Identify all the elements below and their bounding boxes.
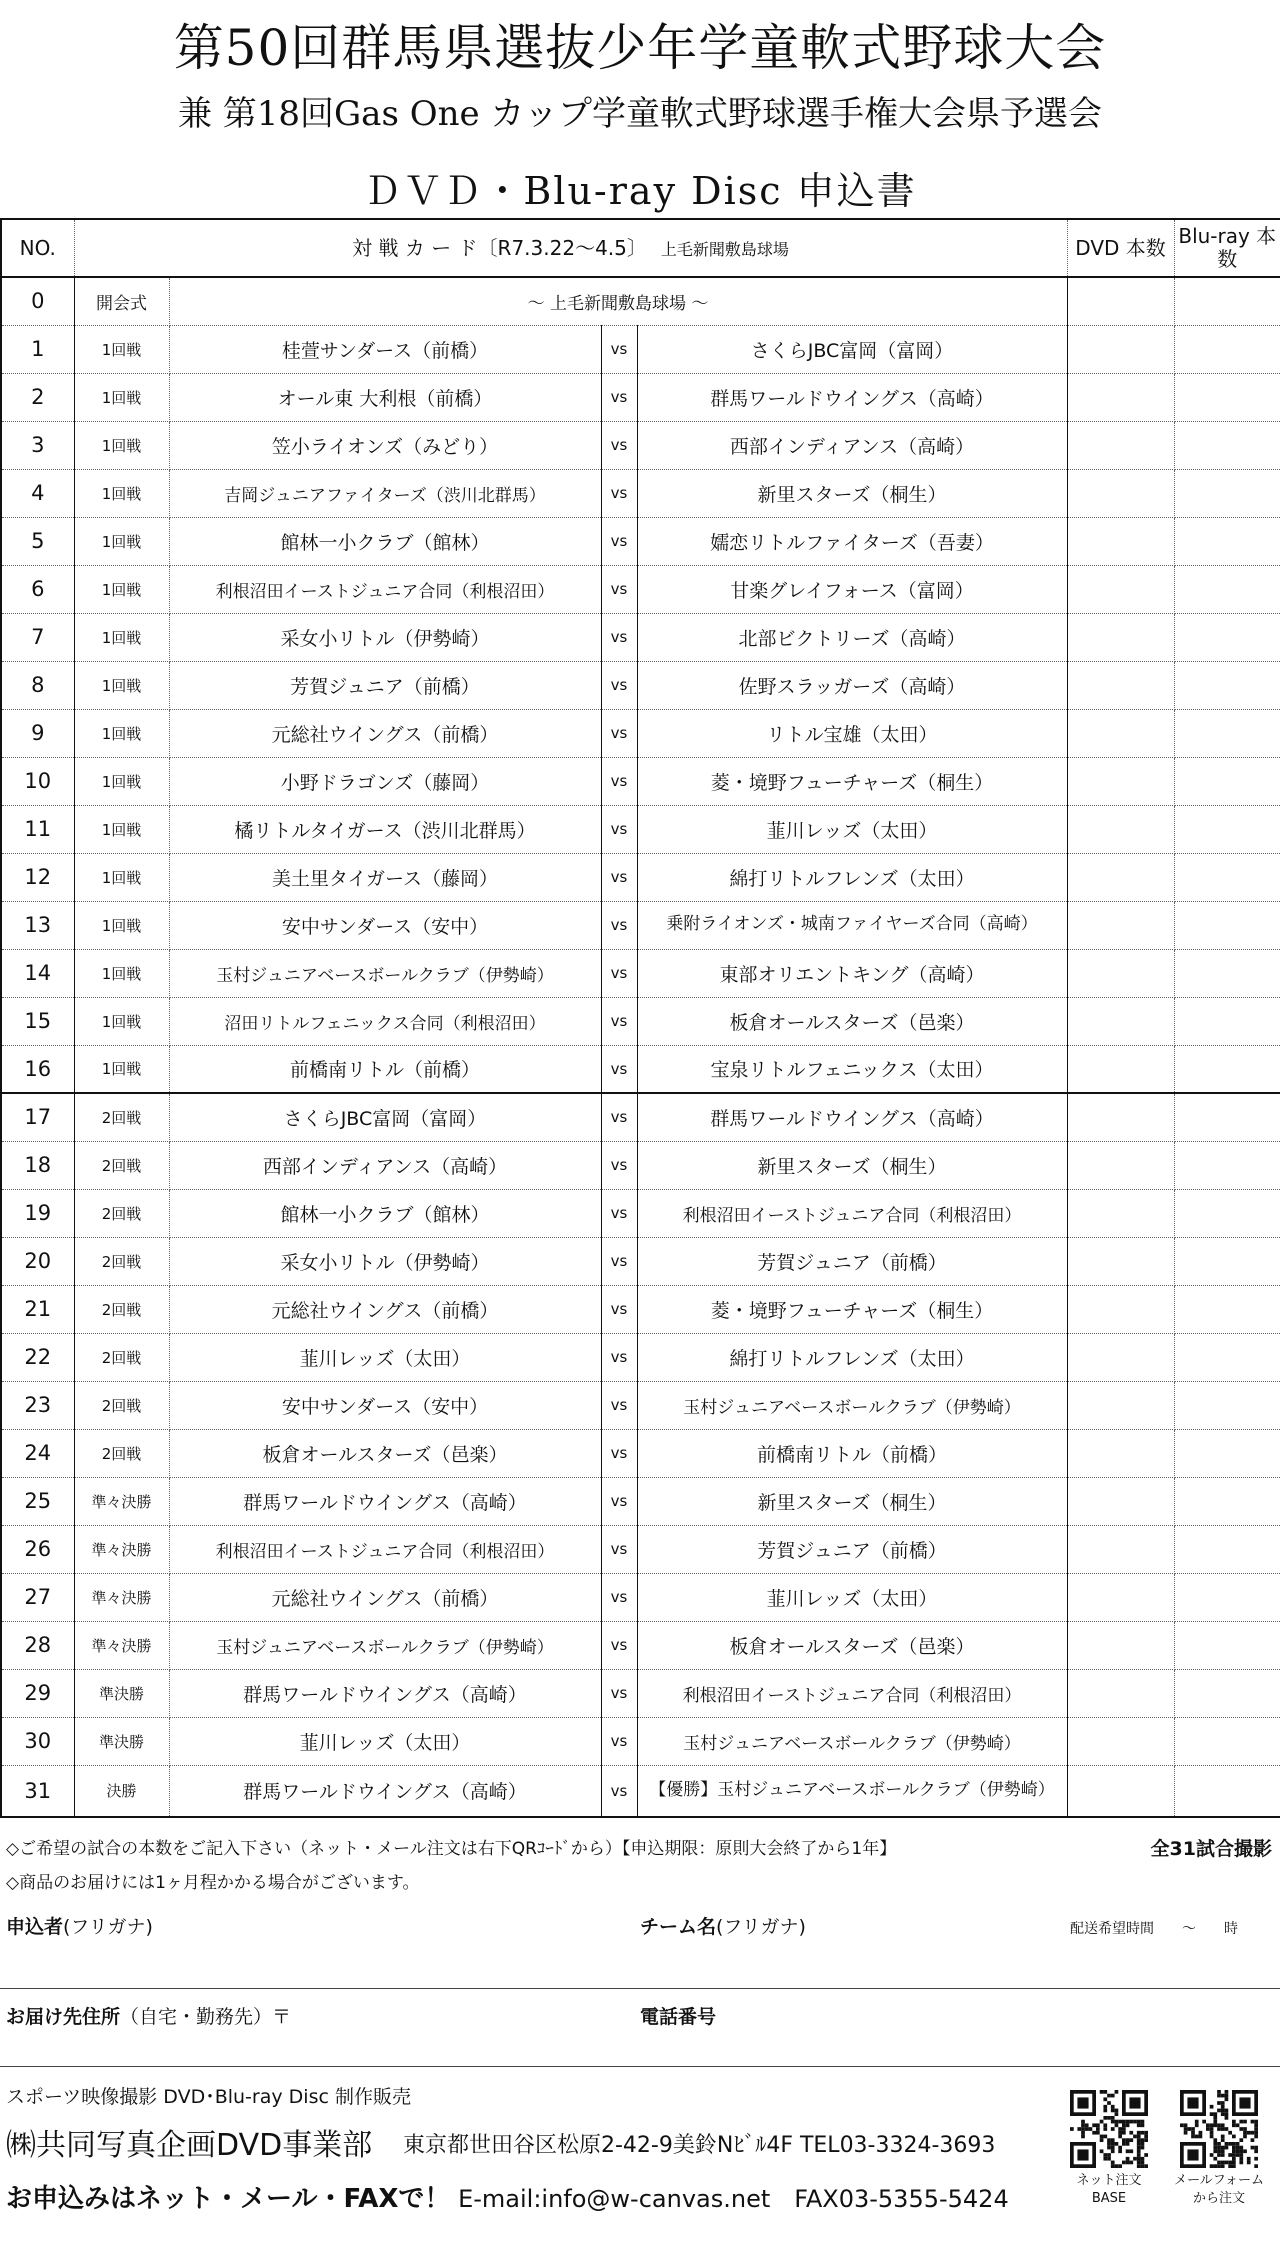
home-team: 元総社ウイングス（前橋） — [169, 709, 601, 757]
table-row — [1, 565, 1280, 613]
note-order: ◇ご希望の試合の本数をご記入下さい（ネット・メール注文は右下QRｺｰﾄﾞから）【申込期限：原則大会終了から1年】 — [6, 1839, 897, 1859]
home-team: 吉岡ジュニアファイターズ（渋川北群馬） — [169, 469, 601, 517]
bluray-qty-cell[interactable] — [1174, 1765, 1280, 1817]
row-no: 21 — [1, 1285, 74, 1333]
bluray-qty-cell[interactable] — [1174, 613, 1280, 661]
table-row — [1, 1093, 1280, 1141]
home-team: 前橋南リトル（前橋） — [169, 1045, 601, 1093]
dvd-qty-cell[interactable] — [1067, 805, 1174, 853]
bluray-qty-cell[interactable] — [1174, 757, 1280, 805]
qr-caption-base: ネット注文 BASE — [1076, 2173, 1142, 2206]
row-round: 1回戦 — [74, 853, 169, 901]
vs-label: vs — [601, 757, 637, 805]
bluray-qty-cell[interactable] — [1174, 709, 1280, 757]
table-row — [1, 1333, 1280, 1381]
dvd-qty-cell[interactable] — [1067, 1669, 1174, 1717]
away-team: 甘楽グレイフォース（富岡） — [637, 565, 1067, 613]
bluray-qty-cell[interactable] — [1174, 1573, 1280, 1621]
table-row — [1, 1717, 1280, 1765]
table-row — [1, 421, 1280, 469]
bluray-qty-cell[interactable] — [1174, 1141, 1280, 1189]
row-no: 2 — [1, 373, 74, 421]
row-no: 31 — [1, 1765, 74, 1817]
row-round: 2回戦 — [74, 1093, 169, 1141]
row-round: 開会式 — [74, 277, 169, 325]
away-team: 群馬ワールドウイングス（高崎） — [637, 373, 1067, 421]
away-team: リトル宝雄（太田） — [637, 709, 1067, 757]
vs-label: vs — [601, 1333, 637, 1381]
vs-label: vs — [601, 1237, 637, 1285]
bluray-qty-cell[interactable] — [1174, 1717, 1280, 1765]
bluray-qty-cell[interactable] — [1174, 421, 1280, 469]
away-team: 綿打リトルフレンズ（太田） — [637, 1333, 1067, 1381]
table-row — [1, 853, 1280, 901]
row-round: 2回戦 — [74, 1285, 169, 1333]
table-row — [1, 613, 1280, 661]
row-no: 20 — [1, 1237, 74, 1285]
company-tagline: スポーツ映像撮影 DVD･Blu-ray Disc 制作販売 — [6, 2086, 411, 2108]
vs-label: vs — [601, 1141, 637, 1189]
vs-label: vs — [601, 1189, 637, 1237]
table-row — [1, 1141, 1280, 1189]
row-no: 27 — [1, 1573, 74, 1621]
row-no: 16 — [1, 1045, 74, 1093]
vs-label: vs — [601, 949, 637, 997]
divider — [0, 1988, 1280, 1989]
home-team: 小野ドラゴンズ（藤岡） — [169, 757, 601, 805]
away-team: 玉村ジュニアベースボールクラブ（伊勢崎） — [637, 1381, 1067, 1429]
away-team: 玉村ジュニアベースボールクラブ（伊勢崎） — [637, 1717, 1067, 1765]
qr-code-mailform-icon[interactable] — [1180, 2090, 1258, 2168]
home-team: 韮川レッズ（太田） — [169, 1717, 601, 1765]
table-row — [1, 1189, 1280, 1237]
address-field[interactable]: お届け先住所（自宅・勤務先）〒 — [6, 2006, 292, 2028]
table-row — [1, 1381, 1280, 1429]
row-no: 8 — [1, 661, 74, 709]
away-team: 芳賀ジュニア（前橋） — [637, 1525, 1067, 1573]
page-title: 第50回群馬県選抜少年学童軟式野球大会 — [173, 19, 1107, 77]
away-team: 綿打リトルフレンズ（太田） — [637, 853, 1067, 901]
vs-label: vs — [601, 997, 637, 1045]
table-row — [1, 757, 1280, 805]
row-round: 2回戦 — [74, 1237, 169, 1285]
away-team: 北部ビクトリーズ（高崎） — [637, 613, 1067, 661]
home-team: 館林一小クラブ（館林） — [169, 1189, 601, 1237]
away-team: 新里スターズ（桐生） — [637, 1477, 1067, 1525]
row-round: 準決勝 — [74, 1669, 169, 1717]
row-no: 26 — [1, 1525, 74, 1573]
home-team: さくらJBC富岡（富岡） — [169, 1093, 601, 1141]
dvd-qty-cell[interactable] — [1067, 949, 1174, 997]
header-dvd: DVD 本数 — [1067, 219, 1174, 277]
away-team: 新里スターズ（桐生） — [637, 1141, 1067, 1189]
bluray-qty-cell[interactable] — [1174, 949, 1280, 997]
dvd-qty-cell[interactable] — [1067, 1093, 1174, 1141]
row-round: 1回戦 — [74, 517, 169, 565]
order-table — [0, 218, 1280, 1818]
vs-label: vs — [601, 661, 637, 709]
bluray-qty-cell[interactable] — [1174, 1669, 1280, 1717]
dvd-qty-cell[interactable] — [1067, 757, 1174, 805]
bluray-qty-cell[interactable] — [1174, 1285, 1280, 1333]
table-row — [1, 661, 1280, 709]
dvd-qty-cell[interactable] — [1067, 1333, 1174, 1381]
vs-label: vs — [601, 1621, 637, 1669]
row-round: 1回戦 — [74, 661, 169, 709]
home-team: 群馬ワールドウイングス（高崎） — [169, 1765, 601, 1817]
dvd-qty-cell[interactable] — [1067, 1765, 1174, 1817]
away-team: 西部インディアンス（高崎） — [637, 421, 1067, 469]
row-round: 準々決勝 — [74, 1621, 169, 1669]
dvd-qty-cell[interactable] — [1067, 1525, 1174, 1573]
row-no: 30 — [1, 1717, 74, 1765]
dvd-qty-cell[interactable] — [1067, 517, 1174, 565]
company-name: ㈱共同写真企画DVD事業部 — [6, 2128, 373, 2163]
home-team: 玉村ジュニアベースボールクラブ（伊勢崎） — [169, 1621, 601, 1669]
home-team: 元総社ウイングス（前橋） — [169, 1285, 601, 1333]
vs-label: vs — [601, 853, 637, 901]
vs-label: vs — [601, 1669, 637, 1717]
row-round: 1回戦 — [74, 421, 169, 469]
row-no: 15 — [1, 997, 74, 1045]
row-no: 6 — [1, 565, 74, 613]
dvd-qty-cell[interactable] — [1067, 1477, 1174, 1525]
home-team: 元総社ウイングス（前橋） — [169, 1573, 601, 1621]
table-row — [1, 709, 1280, 757]
row-no: 17 — [1, 1093, 74, 1141]
table-row — [1, 1765, 1280, 1817]
row-no: 9 — [1, 709, 74, 757]
row-no: 24 — [1, 1429, 74, 1477]
table-row — [1, 1285, 1280, 1333]
row-round: 1回戦 — [74, 997, 169, 1045]
row-round: 準々決勝 — [74, 1525, 169, 1573]
dvd-qty-cell[interactable] — [1067, 1141, 1174, 1189]
home-team: 笠小ライオンズ（みどり） — [169, 421, 601, 469]
row-no: 12 — [1, 853, 74, 901]
bluray-qty-cell[interactable] — [1174, 1381, 1280, 1429]
row-round: 2回戦 — [74, 1429, 169, 1477]
order-methods: お申込みはネット・メール・FAXで！ E-mail:info@w-canvas.net FAX03-5355-5424 — [6, 2184, 1009, 2214]
row-round: 準々決勝 — [74, 1573, 169, 1621]
dvd-qty-cell[interactable] — [1067, 1717, 1174, 1765]
bluray-qty-cell[interactable] — [1174, 1477, 1280, 1525]
bluray-qty-cell[interactable] — [1174, 565, 1280, 613]
vs-label: vs — [601, 1477, 637, 1525]
away-team: 嬬恋リトルファイターズ（吾妻） — [637, 517, 1067, 565]
home-team: オール東 大利根（前橋） — [169, 373, 601, 421]
row-no: 25 — [1, 1477, 74, 1525]
table-row — [1, 1669, 1280, 1717]
row-round: 1回戦 — [74, 1045, 169, 1093]
dvd-qty-cell[interactable] — [1067, 277, 1174, 325]
row-round: 1回戦 — [74, 901, 169, 949]
home-team: 板倉オールスターズ（邑楽） — [169, 1429, 601, 1477]
home-team: 安中サンダース（安中） — [169, 901, 601, 949]
row-no: 13 — [1, 901, 74, 949]
bluray-qty-cell[interactable] — [1174, 805, 1280, 853]
note-delivery: ◇商品のお届けには1ヶ月程かかる場合がございます。 — [6, 1873, 420, 1893]
row-no: 10 — [1, 757, 74, 805]
dvd-qty-cell[interactable] — [1067, 1045, 1174, 1093]
table-row — [1, 1429, 1280, 1477]
away-team: 前橋南リトル（前橋） — [637, 1429, 1067, 1477]
bluray-qty-cell[interactable] — [1174, 1621, 1280, 1669]
table-header-row — [1, 219, 1280, 277]
applicant-field[interactable]: 申込者(フリガナ) — [6, 1916, 153, 1938]
away-team: 宝泉リトルフェニックス（太田） — [637, 1045, 1067, 1093]
bluray-qty-cell[interactable] — [1174, 1237, 1280, 1285]
table-row — [1, 1621, 1280, 1669]
home-team: 芳賀ジュニア（前橋） — [169, 661, 601, 709]
vs-label: vs — [601, 421, 637, 469]
table-row — [1, 1525, 1280, 1573]
home-team: 橘リトルタイガース（渋川北群馬） — [169, 805, 601, 853]
vs-label: vs — [601, 1525, 637, 1573]
home-team: 美土里タイガース（藤岡） — [169, 853, 601, 901]
row-no: 11 — [1, 805, 74, 853]
away-team: 群馬ワールドウイングス（高崎） — [637, 1093, 1067, 1141]
dvd-qty-cell[interactable] — [1067, 1285, 1174, 1333]
away-team: 利根沼田イーストジュニア合同（利根沼田） — [637, 1189, 1067, 1237]
header-card-label: 対 戦 カ ー ド〔R7.3.22〜4.5〕 — [352, 235, 647, 260]
vs-label: vs — [601, 709, 637, 757]
table-row — [1, 1573, 1280, 1621]
away-team: 韮川レッズ（太田） — [637, 805, 1067, 853]
row-round: 2回戦 — [74, 1381, 169, 1429]
bluray-qty-cell[interactable] — [1174, 1525, 1280, 1573]
vs-label: vs — [601, 325, 637, 373]
team-name-field[interactable]: チーム名(フリガナ) — [640, 1916, 806, 1938]
dvd-qty-cell[interactable] — [1067, 997, 1174, 1045]
row-round: 1回戦 — [74, 325, 169, 373]
home-team: 安中サンダース（安中） — [169, 1381, 601, 1429]
vs-label: vs — [601, 1045, 637, 1093]
qr-code-base-icon[interactable] — [1070, 2090, 1148, 2168]
away-team: 芳賀ジュニア（前橋） — [637, 1237, 1067, 1285]
vs-label: vs — [601, 805, 637, 853]
home-team: 桂萱サンダース（前橋） — [169, 325, 601, 373]
bluray-qty-cell[interactable] — [1174, 325, 1280, 373]
dvd-qty-cell[interactable] — [1067, 1429, 1174, 1477]
dvd-qty-cell[interactable] — [1067, 1573, 1174, 1621]
table-row — [1, 949, 1280, 997]
page-subtitle: 兼 第18回Gas One カップ学童軟式野球選手権大会県予選会 — [177, 94, 1103, 134]
vs-label: vs — [601, 1573, 637, 1621]
row-round: 1回戦 — [74, 709, 169, 757]
row-no: 7 — [1, 613, 74, 661]
row-no: 3 — [1, 421, 74, 469]
row-round: 1回戦 — [74, 757, 169, 805]
dvd-qty-cell[interactable] — [1067, 613, 1174, 661]
away-team: 佐野スラッガーズ（高崎） — [637, 661, 1067, 709]
dvd-qty-cell[interactable] — [1067, 325, 1174, 373]
dvd-qty-cell[interactable] — [1067, 901, 1174, 949]
row-no: 23 — [1, 1381, 74, 1429]
table-row — [1, 325, 1280, 373]
table-row — [1, 373, 1280, 421]
row-round: 2回戦 — [74, 1333, 169, 1381]
vs-label: vs — [601, 901, 637, 949]
dvd-qty-cell[interactable] — [1067, 373, 1174, 421]
row-round: 準々決勝 — [74, 1477, 169, 1525]
dvd-qty-cell[interactable] — [1067, 421, 1174, 469]
away-team: 東部オリエントキング（高崎） — [637, 949, 1067, 997]
home-team: 采女小リトル（伊勢崎） — [169, 613, 601, 661]
vs-label: vs — [601, 1285, 637, 1333]
away-team: 乗附ライオンズ・城南ファイヤーズ合同（高崎） — [637, 901, 1067, 949]
bluray-qty-cell[interactable] — [1174, 997, 1280, 1045]
row-no: 4 — [1, 469, 74, 517]
table-row — [1, 469, 1280, 517]
away-team: 菱・境野フューチャーズ（桐生） — [637, 1285, 1067, 1333]
row-round: 1回戦 — [74, 373, 169, 421]
row-round: 1回戦 — [74, 469, 169, 517]
home-team: 館林一小クラブ（館林） — [169, 517, 601, 565]
row-no: 29 — [1, 1669, 74, 1717]
bluray-qty-cell[interactable] — [1174, 277, 1280, 325]
row-no: 5 — [1, 517, 74, 565]
away-team: 【優勝】玉村ジュニアベースボールクラブ（伊勢崎） — [637, 1765, 1067, 1817]
dvd-qty-cell[interactable] — [1067, 853, 1174, 901]
row-round: 2回戦 — [74, 1189, 169, 1237]
dvd-qty-cell[interactable] — [1067, 661, 1174, 709]
away-team: 菱・境野フューチャーズ（桐生） — [637, 757, 1067, 805]
table-row — [1, 997, 1280, 1045]
row-no: 22 — [1, 1333, 74, 1381]
row-round: 決勝 — [74, 1765, 169, 1817]
table-row — [1, 901, 1280, 949]
form-title: ＤＶＤ・Blu-ray Disc 申込書 — [363, 169, 917, 213]
vs-label: vs — [601, 517, 637, 565]
vs-label: vs — [601, 1093, 637, 1141]
away-team: さくらJBC富岡（富岡） — [637, 325, 1067, 373]
delivery-time-field[interactable]: 配送希望時間 ～ 時 — [1070, 1921, 1238, 1937]
bluray-qty-cell[interactable] — [1174, 373, 1280, 421]
home-team: 玉村ジュニアベースボールクラブ（伊勢崎） — [169, 949, 601, 997]
vs-label: vs — [601, 565, 637, 613]
header-match-card — [74, 219, 1067, 277]
row-round: 1回戦 — [74, 565, 169, 613]
bluray-qty-cell[interactable] — [1174, 1045, 1280, 1093]
row-no: 1 — [1, 325, 74, 373]
away-team: 新里スターズ（桐生） — [637, 469, 1067, 517]
home-team: 群馬ワールドウイングス（高崎） — [169, 1477, 601, 1525]
vs-label: vs — [601, 1765, 637, 1817]
header-venue: 上毛新聞敷島球場 — [660, 239, 789, 259]
vs-label: vs — [601, 1717, 637, 1765]
table-row — [1, 1045, 1280, 1093]
bluray-qty-cell[interactable] — [1174, 853, 1280, 901]
table-row — [1, 517, 1280, 565]
row-no: 18 — [1, 1141, 74, 1189]
vs-label: vs — [601, 469, 637, 517]
row-no: 19 — [1, 1189, 74, 1237]
table-row — [1, 805, 1280, 853]
header-no: NO. — [1, 219, 74, 277]
row-no: 14 — [1, 949, 74, 997]
away-team: 板倉オールスターズ（邑楽） — [637, 997, 1067, 1045]
vs-label: vs — [601, 1381, 637, 1429]
divider — [0, 2066, 1280, 2067]
home-team: 韮川レッズ（太田） — [169, 1333, 601, 1381]
row-round: 1回戦 — [74, 805, 169, 853]
away-team: 利根沼田イーストジュニア合同（利根沼田） — [637, 1669, 1067, 1717]
bluray-qty-cell[interactable] — [1174, 517, 1280, 565]
bluray-qty-cell[interactable] — [1174, 1333, 1280, 1381]
table-row — [1, 1477, 1280, 1525]
bluray-qty-cell[interactable] — [1174, 1429, 1280, 1477]
vs-label: vs — [601, 1429, 637, 1477]
bluray-qty-cell[interactable] — [1174, 469, 1280, 517]
total-games: 全31試合撮影 — [1150, 1838, 1272, 1860]
row-no: 0 — [1, 277, 74, 325]
home-team: 西部インディアンス（高崎） — [169, 1141, 601, 1189]
dvd-qty-cell[interactable] — [1067, 1189, 1174, 1237]
row-round: 1回戦 — [74, 613, 169, 661]
header-bluray: Blu-ray 本数 — [1174, 219, 1280, 277]
table-row — [1, 1237, 1280, 1285]
row-round: 準決勝 — [74, 1717, 169, 1765]
bluray-qty-cell[interactable] — [1174, 1093, 1280, 1141]
dvd-qty-cell[interactable] — [1067, 469, 1174, 517]
row-round: 2回戦 — [74, 1141, 169, 1189]
row-venue: 〜 上毛新聞敷島球場 〜 — [169, 277, 1067, 325]
bluray-qty-cell[interactable] — [1174, 1189, 1280, 1237]
dvd-qty-cell[interactable] — [1067, 1621, 1174, 1669]
home-team: 采女小リトル（伊勢崎） — [169, 1237, 601, 1285]
home-team: 利根沼田イーストジュニア合同（利根沼田） — [169, 565, 601, 613]
vs-label: vs — [601, 373, 637, 421]
row-no: 28 — [1, 1621, 74, 1669]
bluray-qty-cell[interactable] — [1174, 661, 1280, 709]
table-row-opening — [1, 277, 1280, 325]
qr-caption-mailform: メールフォーム から注文 — [1173, 2173, 1265, 2206]
home-team: 沼田リトルフェニックス合同（利根沼田） — [169, 997, 601, 1045]
away-team: 板倉オールスターズ（邑楽） — [637, 1621, 1067, 1669]
home-team: 群馬ワールドウイングス（高崎） — [169, 1669, 601, 1717]
bluray-qty-cell[interactable] — [1174, 901, 1280, 949]
dvd-qty-cell[interactable] — [1067, 1237, 1174, 1285]
dvd-qty-cell[interactable] — [1067, 709, 1174, 757]
away-team: 韮川レッズ（太田） — [637, 1573, 1067, 1621]
phone-field[interactable]: 電話番号 — [640, 2006, 717, 2028]
vs-label: vs — [601, 613, 637, 661]
row-round: 1回戦 — [74, 949, 169, 997]
company-address: 東京都世田谷区松原2-42-9美鈴Nﾋﾞﾙ4F TEL03-3324-3693 — [403, 2133, 996, 2158]
dvd-qty-cell[interactable] — [1067, 1381, 1174, 1429]
home-team: 利根沼田イーストジュニア合同（利根沼田） — [169, 1525, 601, 1573]
dvd-qty-cell[interactable] — [1067, 565, 1174, 613]
